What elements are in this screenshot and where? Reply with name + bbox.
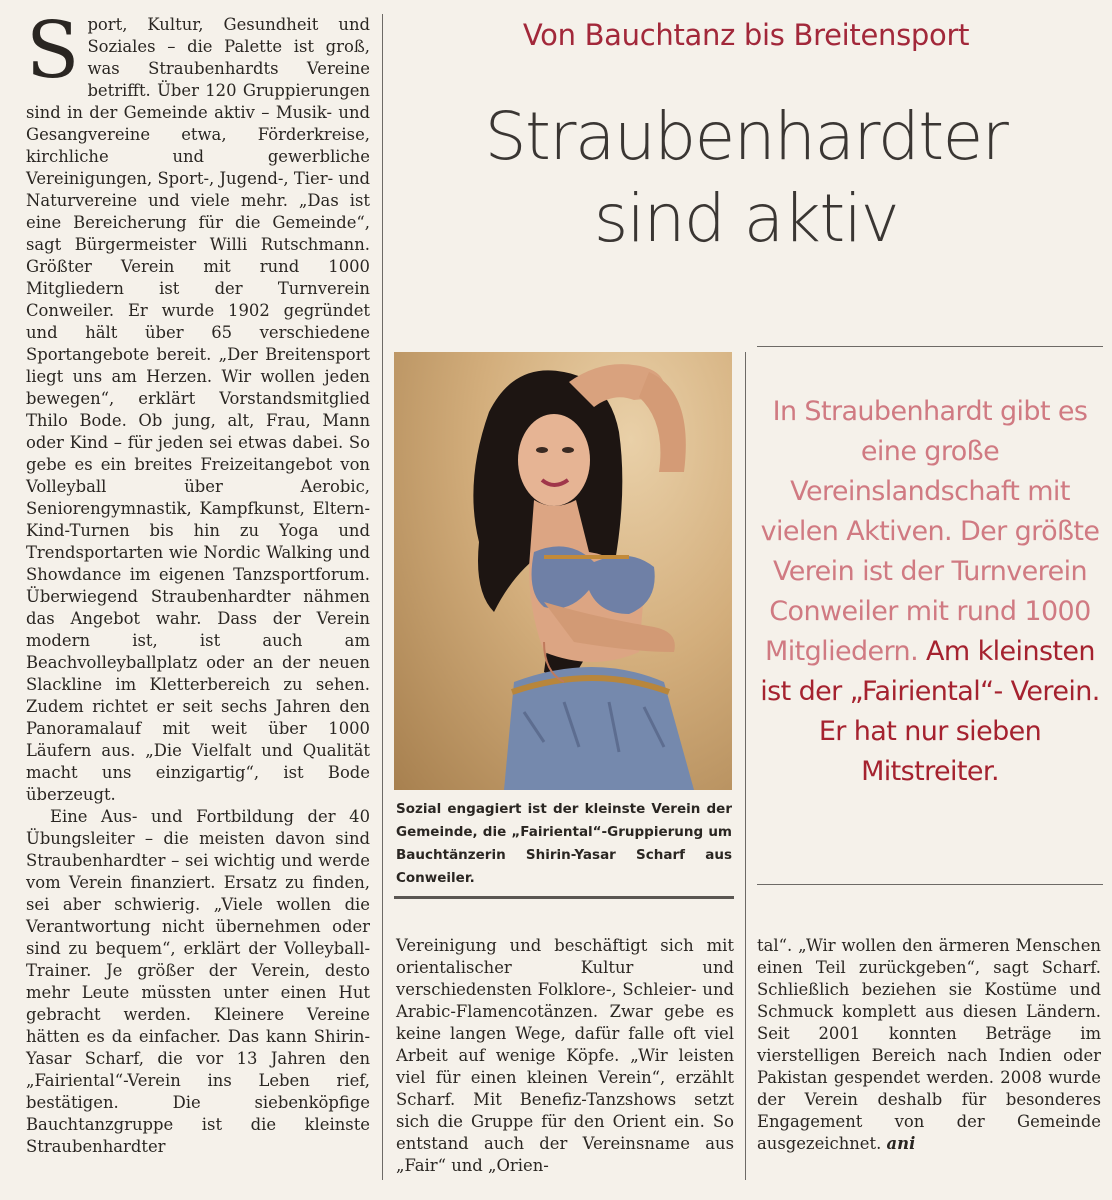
quote-rule-bottom bbox=[757, 884, 1103, 885]
headline bbox=[390, 96, 1102, 260]
column-divider-left bbox=[382, 14, 383, 1180]
right-paragraph bbox=[757, 935, 1101, 1155]
dancer-photo bbox=[394, 352, 732, 790]
column-divider-right bbox=[745, 352, 746, 1180]
headline-line-1: Straubenhardter bbox=[484, 98, 1008, 175]
headline-line-2: sind aktiv bbox=[593, 180, 899, 257]
middle-paragraph: Vereinigung und beschäftigt sich mit orientalischer Kultur und verschiedensten Folklore-, Schleier- und Arabic-Flamencotänzen. Zwar gebe es keine langen Wege, dafür falle oft viel Arbeit auf wenige Köpfe. „Wir leisten viel für einen kleinen Verein“, erzählt Scharf. Mit Benefiz-Tanzshows setzt sich die Gruppe für den Orient ein. So entstand auch der Vereinsname aus „Fair“ und „Orien- bbox=[396, 936, 734, 1175]
dancer-illustration bbox=[394, 352, 732, 790]
left-paragraph-1 bbox=[26, 6, 370, 806]
byline: ani bbox=[886, 1134, 916, 1153]
middle-column bbox=[396, 935, 734, 1177]
right-paragraph-text: tal“. „Wir wollen den ärmeren Menschen einen Teil zurückgeben“, sagt Scharf. Schließlich beziehen sie Kostüme und Schmuck komplett aus diesen Ländern. Seit 2001 konnten Beträge im vierstelligen Bereich nach Indien oder Pakistan gespendet werden. 2008 wurde der Verein deshalb für besonderes Engagement von der Gemeinde ausgezeichnet. bbox=[757, 936, 1101, 1153]
drop-cap: S bbox=[26, 6, 80, 96]
pull-quote bbox=[757, 392, 1103, 792]
left-column bbox=[26, 6, 370, 1158]
pull-quote-light: In Straubenhardt gibt es eine große Vereinslandschaft mit vielen Aktiven. Der größte Verein ist der Turnverein Conweiler mit rund 1000 Mitgliedern. bbox=[760, 396, 1100, 667]
left-paragraph-2: Eine Aus- und Fortbildung der 40 Übungsleiter – die meisten davon sind Straubenhardter – sei wichtig und werde vom Verein finanziert. Ersatz zu finden, sei aber schwierig. „Viele wollen die Verantwortung nicht übernehmen oder sind zu bequem“, erklärt der Volleyball-Trainer. Je größer der Verein, desto mehr Leute müssten unter einen Hut gebracht werden. Kleinere Vereine hätten es da einfacher. Das kann Shirin-Yasar Scharf, die vor 13 Jahren den „Fairiental“-Verein ins Leben rief, bestätigen. Die siebenköpfige Bauchtanzgruppe ist die kleinste Straubenhardter bbox=[26, 807, 370, 1156]
left-paragraph-1-text: port, Kultur, Gesundheit und Soziales – die Palette ist groß, was Straubenhardts Vereine betrifft. Über 120 Gruppierungen sind in der Gemeinde aktiv – Musik- und Gesangvereine etwa, Förderkreise, kirchliche und gewerbliche Vereinigungen, Sport-, Jugend-, Tier- und Naturvereine und viele mehr. „Das ist eine Bereicherung für die Gemeinde“, sagt Bürgermeister Willi Rutschmann. Größter Verein mit rund 1000 Mitgliedern ist der Turnverein Conweiler. Er wurde 1902 gegründet und hält über 65 verschiedene Sportangebote bereit. „Der Breitensport liegt uns am Herzen. Wir wollen jeden bewegen“, erklärt Vorstandsmitglied Thilo Bode. Ob jung, alt, Frau, Mann oder Kind – für jeden sei etwas dabei. So gebe es ein breites Freizeitangebot von Volleyball über Aerobic, Seniorengymnastik, Kampfkunst, Eltern-Kind-Turnen bis hin zu Yoga und Trendsportarten wie Nordic Walking und Showdance im eigenen Tanzsportforum. Überwiegend Straubenhardter nähmen das Angebot wahr. Dass der Verein modern ist, ist auch am Beachvolleyballplatz oder an der neuen Slackline im Kletterbereich zu sehen. Zudem richtet er seit sechs Jahren den Panoramalauf mit weit über 1000 Läufern aus. „Die Vielfalt und Qualität macht uns einzigartig“, ist Bode überzeugt. bbox=[26, 15, 370, 804]
kicker: Von Bauchtanz bis Breitensport bbox=[522, 18, 970, 52]
quote-rule-top bbox=[757, 346, 1103, 347]
photo-caption: Sozial engagiert ist der kleinste Verein der Gemeinde, die „Fairiental“-Gruppierung um Bauchtänzerin Shirin-Yasar Scharf aus Conweiler. bbox=[396, 801, 732, 886]
pull-quote-dark: Am kleinsten ist der „Fairiental“- Verein. Er hat nur sieben Mitstreiter. bbox=[760, 636, 1100, 787]
right-column bbox=[757, 935, 1101, 1155]
caption-bar bbox=[394, 896, 734, 899]
